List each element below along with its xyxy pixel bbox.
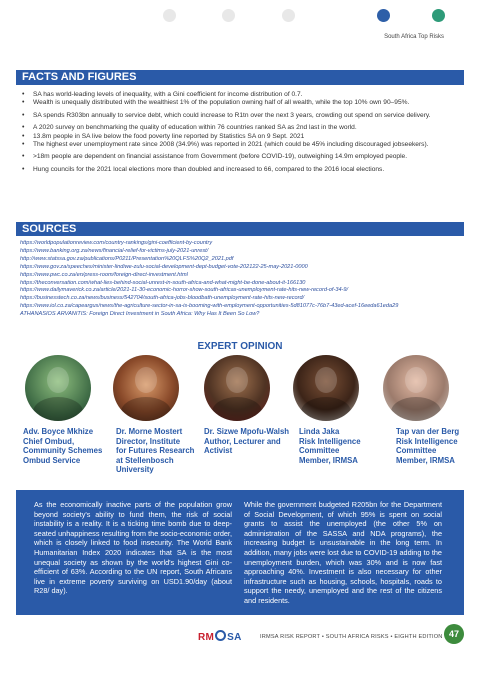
fact-item: • SA has world-leading levels of inequality, with a Gini coefficient for income distribution of 0.7.: [20, 91, 448, 99]
decoration-dot: [432, 9, 445, 22]
logo-ring-icon: [215, 630, 226, 641]
expert-role: Committee: [299, 446, 340, 456]
source-link[interactable]: https://www.banking.org.za/news/financial-relief-for-victims-july-2021-unrest/: [20, 247, 209, 254]
expert-role: Activist: [204, 446, 233, 456]
fact-item: • Hung councils for the 2021 local elections more than doubled and increased to 66, compared to the 2016 local elections.: [20, 166, 448, 174]
fact-item: • 13.8m people in SA live below the food poverty line reported by Statistics SA on 9 Sept. 2021: [20, 133, 448, 141]
source-link[interactable]: https://www.dailymaverick.co.za/article/2021-11-30-economic-horror-show-south-africas-unemployment-rate-hits-new-record-of-34-9/: [20, 287, 349, 294]
expert-role: Member, IRMSA: [396, 455, 455, 465]
expert-role: Author, Lecturer and: [204, 436, 281, 446]
opinion-text-left: As the economically inactive parts of the population grow beyond society's ability to fund them, the risk of social instability is a reality. It is a ticking time bomb due to deep-seated unhappiness resulting from the socio-economic order, which is closely linked to food insecurity. The World Bank Humanitarian Index 2020 indicates that SA is the most unequal society as shown by the world's highest Gini co-efficient of 63%. According to the UN report, South Africans live in extreme poverty surviving on USD1.90/day (about R28/ day).: [34, 500, 232, 596]
expert-caption: [204, 427, 292, 456]
experts-row: [0, 355, 480, 490]
source-link[interactable]: https://www.iol.co.za/capeargus/news/the-agriculture-sector-in-sa-is-booming-with-employment-opportunities-5d81077c-76b7-43ed-acef-16eeda61eda29: [20, 303, 399, 310]
sources-heading: SOURCES: [16, 222, 464, 236]
expert-photo: [113, 355, 179, 421]
source-link[interactable]: https://worldpopulationreview.com/country-rankings/gini-coefficient-by-country: [20, 240, 213, 246]
expert-name: Tap van der Berg: [396, 427, 460, 436]
facts-heading: FACTS AND FIGURES: [16, 70, 464, 85]
expert-caption: [299, 427, 387, 465]
source-link[interactable]: http://www.statssa.gov.za/publications/P0211/Presentation%20QLFS%20Q2_2021.pdf: [20, 255, 234, 262]
expert-caption: [396, 427, 476, 465]
source-reference: ATHANASIOS ARVANITIS: Foreign Direct Investment in South Africa: Why Has It Been So Low?: [20, 311, 260, 318]
decoration-dot: [163, 9, 176, 22]
expert-role: Risk Intelligence: [299, 436, 361, 446]
expert-name: Dr. Sizwe Mpofu-Walsh: [204, 427, 290, 436]
expert-role: Ombud Service: [23, 455, 81, 465]
expert-role: University: [116, 465, 154, 475]
expert-role: at Stellenbosch: [116, 455, 174, 465]
expert-caption: [116, 427, 204, 475]
page-footer: [0, 622, 480, 652]
expert-role: Member, IRMSA: [299, 455, 358, 465]
fact-item: • Wealth is unequally distributed with the wealthiest 1% of the population owning half of all wealth, while the top 10% own 90–95%.: [20, 99, 448, 107]
footer-text: IRMSA RISK REPORT • SOUTH AFRICA RISKS • EIGHTH EDITION: [260, 634, 443, 640]
sources-list: [20, 240, 460, 319]
expert-role: Community Schemes: [23, 446, 103, 456]
expert-role: Risk Intelligence: [396, 436, 458, 446]
expert-name: Adv. Boyce Mkhize: [23, 427, 94, 436]
expert-role: Director, Institute: [116, 436, 181, 446]
source-link[interactable]: https://theconversation.com/what-lies-behind-social-unrest-in-south-africa-and-what-might-be-done-about-it-166130: [20, 279, 306, 286]
source-link[interactable]: https://businesstech.co.za/news/business/542704/south-africa-jobs-bloodbath-unemployment-rate-hits-new-record/: [20, 295, 305, 302]
fact-item: • SA spends R303bn annually to service debt, which could increase to R1tn over the next 3 years, crowding out spend on service delivery.: [20, 112, 448, 120]
decoration-dot: [222, 9, 235, 22]
irmsa-logo: RM SA: [198, 632, 242, 643]
fact-item: • The highest ever unemployment rate since 2008 (34.9%) was reported in 2021 (which could be 45% including discouraged jobseekers).: [20, 141, 448, 149]
expert-role: Chief Ombud,: [23, 436, 75, 446]
source-link[interactable]: https://www.pwc.co.za/en/press-room/foreign-direct-investment.html: [20, 271, 188, 278]
expert-opinion-heading: EXPERT OPINION: [197, 341, 283, 352]
expert-role: Committee: [396, 446, 437, 456]
expert-role: for Futures Research: [116, 446, 195, 456]
page-number: 47: [444, 624, 464, 644]
source-link[interactable]: https://www.gov.za/speeches/minister-lindiwe-zulu-social-development-dept-budget-vote-202122-25-may-2021-0000: [20, 263, 308, 270]
expert-photo: [383, 355, 449, 421]
fact-item: • >18m people are dependent on financial assistance from Government (before COVID-19), outweighing 14.9m employed people.: [20, 153, 448, 161]
decoration-dot: [377, 9, 390, 22]
expert-caption: [23, 427, 111, 465]
expert-photo: [25, 355, 91, 421]
expert-name: Dr. Morne Mostert: [116, 427, 183, 436]
expert-photo: [293, 355, 359, 421]
running-header: South Africa Top Risks: [384, 34, 444, 40]
decoration-dot: [282, 9, 295, 22]
opinion-text-right: While the government budgeted R205bn for the Department of Social Development, of which 95% is spent on social grants to assist the unemployed (the other 5% on administration of the SASSA and NDA programs), the increasing budget is unsustainable in the long term. In addition, many jobs were lost due to COVID-19 adding to the unemployment burden, which was 30% and is now fast approaching 40%. Investment is also necessary for other infrastructure such as housing, schools, hospitals, roads to support the needy, unemployed and the rest of the citizens and residents.: [244, 500, 442, 605]
expert-opinion-panel: [16, 490, 464, 615]
facts-list: [20, 91, 448, 174]
expert-name: Linda Jaka: [299, 427, 340, 436]
header-decoration-dots: [0, 9, 480, 23]
expert-photo: [204, 355, 270, 421]
fact-item: • A 2020 survey on benchmarking the quality of education within 76 countries ranked SA as 2nd last in the world.: [20, 124, 448, 132]
